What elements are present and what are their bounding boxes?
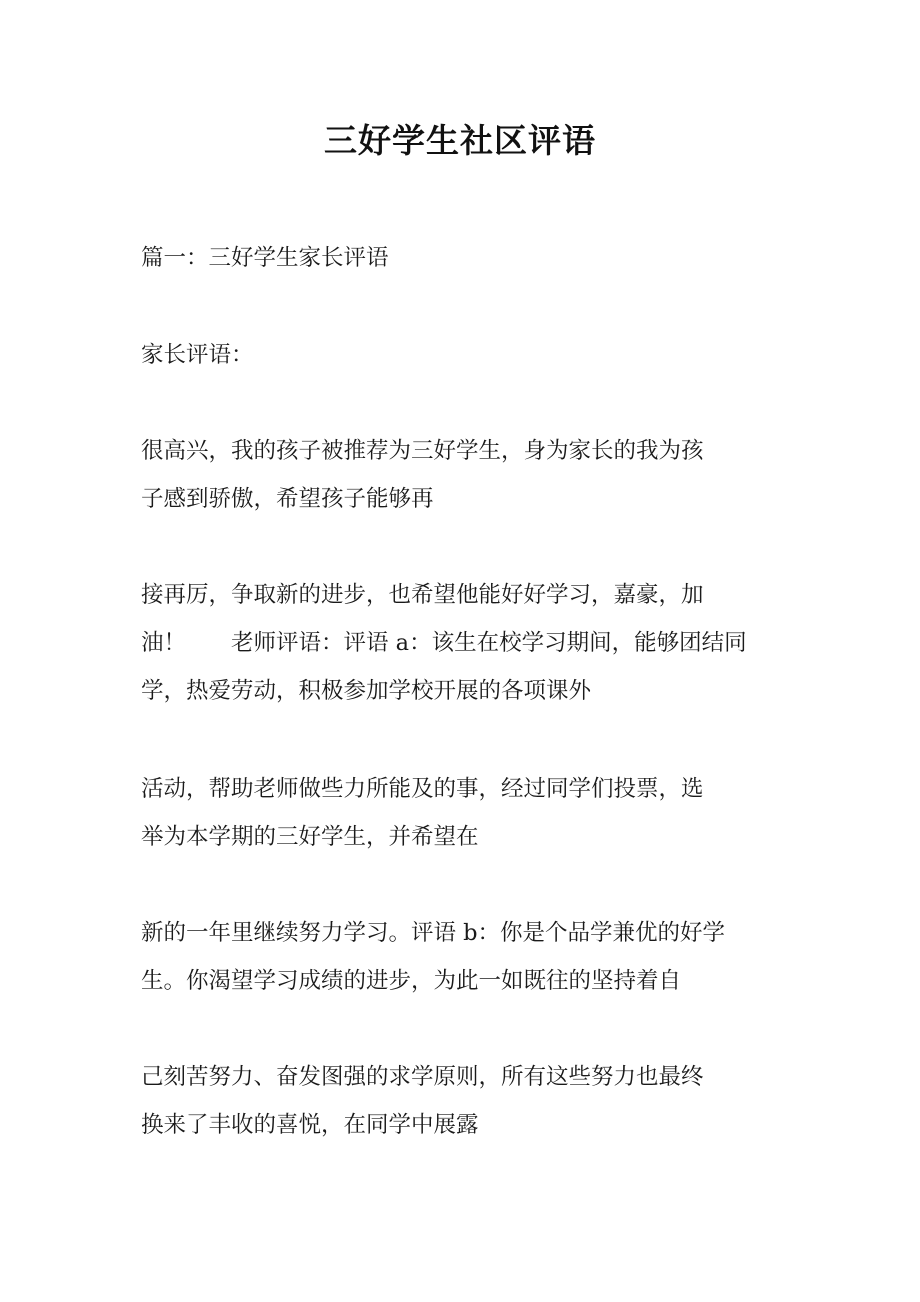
paragraph-line: 生。你渴望学习成绩的进步，为此一如既往的坚持着自 (141, 968, 682, 994)
paragraph-line: 接再厉，争取新的进步，也希望他能好好学习，嘉豪，加 (141, 582, 704, 608)
paragraph-line: 学，热爱劳动，积极参加学校开展的各项课外 (141, 678, 592, 704)
paragraph-section-heading (141, 234, 791, 282)
paragraph-parent-comment-label (141, 331, 791, 379)
paragraph-parent-comment (141, 427, 791, 523)
paragraph-line: 活动，帮助老师做些力所能及的事，经过同学们投票，选 (141, 776, 704, 802)
paragraph-line: 油！ 老师评语：评语 a：该生在校学习期间，能够团结同 (141, 630, 747, 656)
paragraph-line: 举为本学期的三好学生，并希望在 (141, 824, 479, 850)
paragraph-activities (141, 765, 791, 861)
paragraph-line: 己刻苦努力、奋发图强的求学原则，所有这些努力也最终 (141, 1064, 704, 1090)
paragraph-line: 篇一：三好学生家长评语 (141, 245, 389, 271)
document-title: 三好学生社区评语 (324, 121, 596, 160)
paragraph-teacher-comment-a (141, 571, 791, 715)
paragraph-line: 家长评语： (141, 342, 254, 368)
paragraph-effort (141, 1053, 791, 1149)
paragraph-line: 新的一年里继续努力学习。评语 b：你是个品学兼优的好学 (141, 920, 726, 946)
paragraph-line: 很高兴，我的孩子被推荐为三好学生，身为家长的我为孩 (141, 438, 704, 464)
paragraph-teacher-comment-b (141, 909, 791, 1005)
paragraph-line: 子感到骄傲，希望孩子能够再 (141, 486, 434, 512)
paragraph-line: 换来了丰收的喜悦，在同学中展露 (141, 1112, 479, 1138)
